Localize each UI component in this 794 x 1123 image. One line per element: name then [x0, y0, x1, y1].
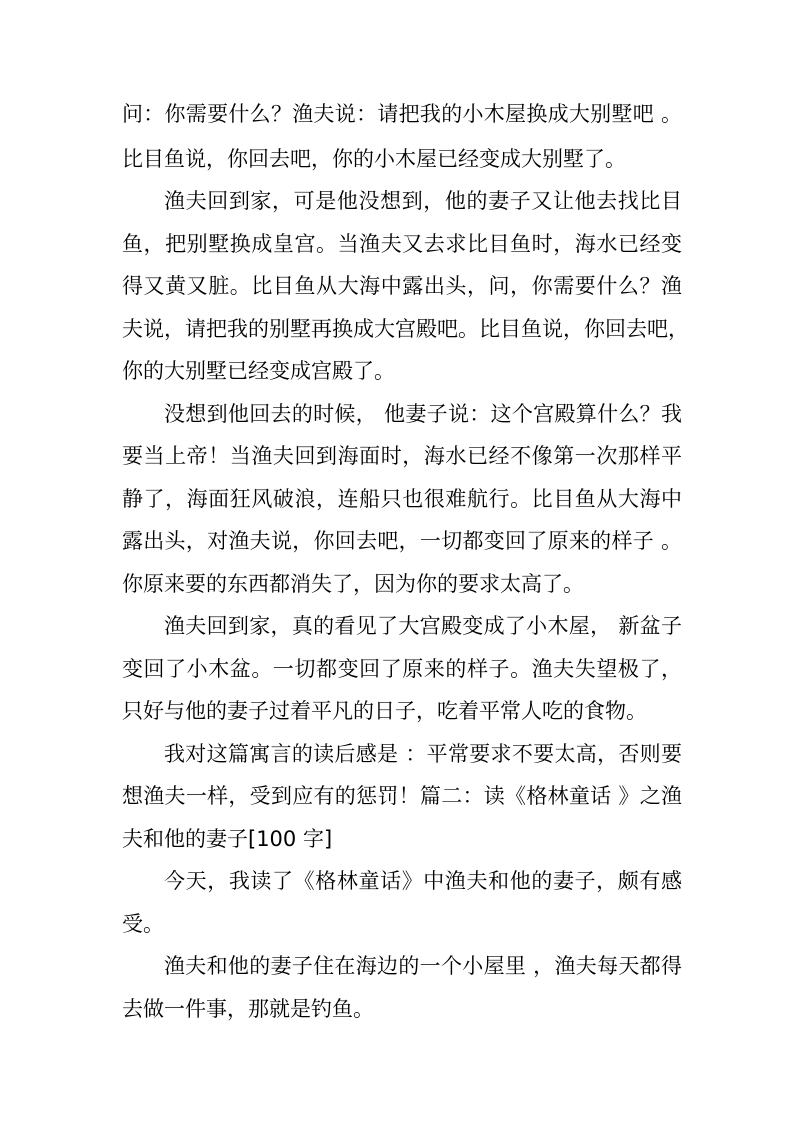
- paragraph-first-line: 没想到他回去的时候， 他妻子说：这个宫殿算什么？我: [164, 402, 682, 426]
- text-line: 去做一件事，那就是钓鱼。: [122, 997, 374, 1021]
- text-line: 变回了小木盆。一切都变回了原来的样子。渔夫失望极了，: [122, 657, 682, 681]
- paragraph-first-line: 渔夫和他的妻子住在海边的一个小屋里 ，渔夫每天都得: [164, 954, 682, 978]
- text-line: 受。: [122, 912, 164, 936]
- text-line: 得又黄又脏。比目鱼从大海中露出头，问，你需要什么？渔: [122, 274, 682, 298]
- paragraph-first-line: 渔夫回到家，可是他没想到，他的妻子又让他去找比目: [164, 189, 682, 213]
- text-line: 鱼，把别墅换成皇宫。当渔夫又去求比目鱼时，海水已经变: [122, 232, 682, 256]
- text-line: 比目鱼说，你回去吧，你的小木屋已经变成大别墅了。: [122, 147, 626, 171]
- text-line: 只好与他的妻子过着平凡的日子，吃着平常人吃的食物。: [122, 699, 647, 723]
- text-line: 你的大别墅已经变成宫殿了。: [122, 359, 395, 383]
- text-line: 夫和他的妻子[100 字]: [122, 827, 333, 851]
- text-line: 夫说，请把我的别墅再换成大宫殿吧。比目鱼说，你回去吧，: [122, 317, 689, 341]
- paragraph-first-line: 我对这篇寓言的读后感是 ：平常要求不要太高，否则要: [164, 742, 682, 766]
- text-line: 问：你需要什么？渔夫说：请把我的小木屋换成大别墅吧 。: [122, 102, 682, 126]
- text-line: 露出头，对渔夫说，你回去吧，一切都变回了原来的样子 。: [122, 529, 682, 553]
- text-line: 想渔夫一样，受到应有的惩罚！篇二：读《格林童话 》之渔: [122, 784, 682, 808]
- text-line: 要当上帝！当渔夫回到海面时，海水已经不像第一次那样平: [122, 444, 682, 468]
- paragraph-first-line: 今天，我读了《格林童话》中渔夫和他的妻子，颇有感: [164, 869, 682, 893]
- paragraph-first-line: 渔夫回到家，真的看见了大宫殿变成了小木屋， 新盆子: [164, 614, 682, 638]
- text-line: 你原来要的东西都消失了，因为你的要求太高了。: [122, 572, 584, 596]
- text-line: 静了，海面狂风破浪，连船只也很难航行。比目鱼从大海中: [122, 487, 682, 511]
